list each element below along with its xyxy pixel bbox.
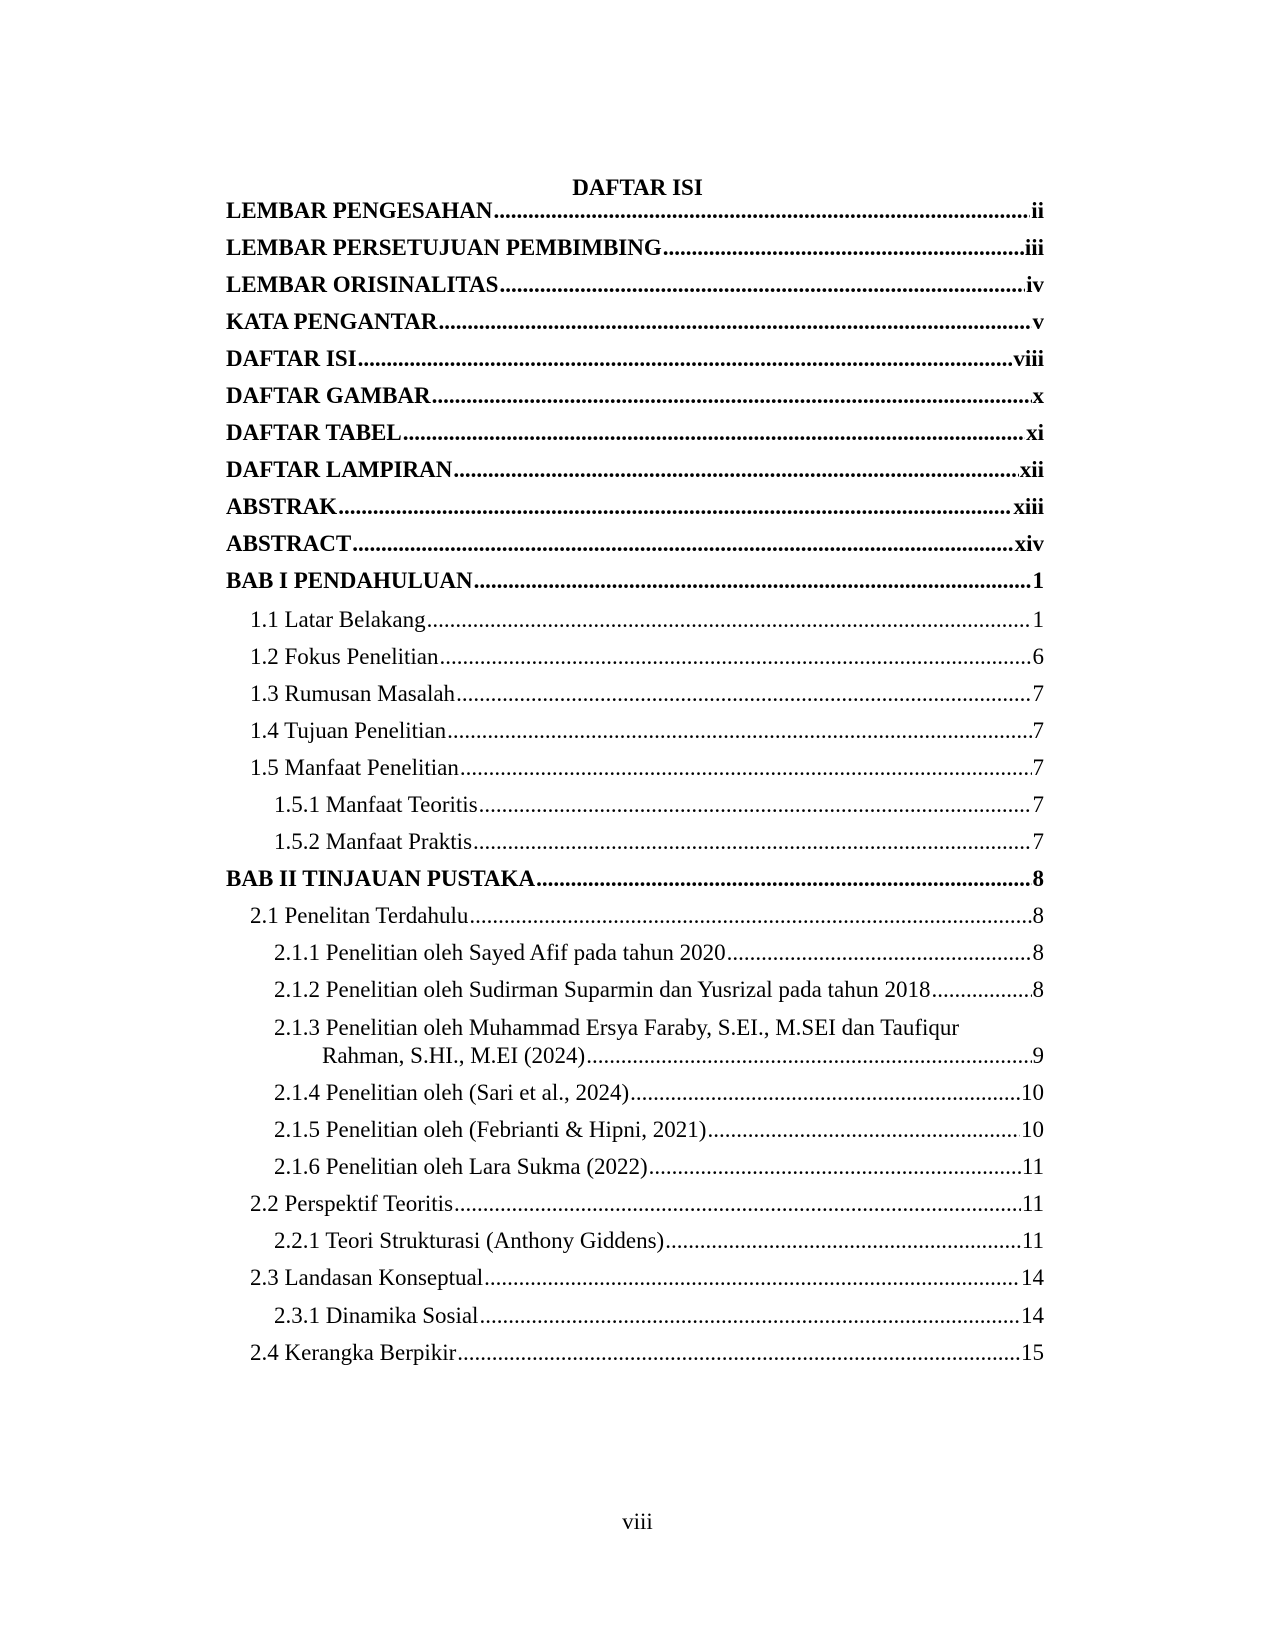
toc-entry-page: 1 xyxy=(1032,568,1044,593)
toc-entry-page: iii xyxy=(1024,235,1044,260)
toc-entry xyxy=(250,642,1044,672)
toc-entry-page: 10 xyxy=(1021,1080,1044,1105)
toc-entry-page: 11 xyxy=(1021,1191,1044,1216)
toc-entry xyxy=(226,529,1044,559)
toc-entry-page: xiv xyxy=(1014,531,1044,556)
toc-entry-page: 6 xyxy=(1032,644,1044,669)
toc-entry-label: KATA PENGANTAR xyxy=(226,309,438,334)
toc-entry xyxy=(226,233,1044,263)
toc-entry xyxy=(250,901,1044,931)
toc-entry xyxy=(274,938,1044,968)
toc-entry xyxy=(226,196,1044,226)
toc-entry-page: xiii xyxy=(1013,494,1044,519)
toc-leader xyxy=(457,1338,1020,1368)
toc-entry-label: 1.4 Tujuan Penelitian xyxy=(250,718,447,743)
toc-entry-page: xii xyxy=(1019,457,1044,482)
toc-entry-label: 2.2.1 Teori Strukturasi (Anthony Giddens) xyxy=(274,1228,665,1253)
toc-entry xyxy=(226,492,1044,522)
toc-entry xyxy=(226,864,1044,894)
toc-entry xyxy=(274,1078,1044,1108)
toc-entry-label: 1.3 Rumusan Masalah xyxy=(250,681,456,706)
toc-leader xyxy=(456,679,1031,709)
toc-entry-page: ii xyxy=(1031,198,1044,223)
toc-entry xyxy=(274,1152,1044,1182)
page-title: DAFTAR ISI xyxy=(572,175,703,200)
toc-leader xyxy=(484,1263,1020,1293)
toc-leader xyxy=(473,827,1031,857)
toc-leader xyxy=(403,418,1025,448)
toc-entry xyxy=(226,344,1044,374)
toc-entry xyxy=(226,566,1044,596)
toc-entry-label: 1.5.1 Manfaat Teoritis xyxy=(274,792,478,817)
toc-entry-page: 7 xyxy=(1032,755,1044,780)
toc-leader xyxy=(338,492,1012,522)
toc-entry-page: 14 xyxy=(1021,1303,1044,1328)
toc-entry xyxy=(322,1041,1044,1071)
toc-entry-page: 9 xyxy=(1032,1043,1044,1068)
toc-entry-label: LEMBAR PENGESAHAN xyxy=(226,198,493,223)
toc-entry xyxy=(226,418,1044,448)
toc-entry-label: 1.2 Fokus Penelitian xyxy=(250,644,439,669)
page-number: viii xyxy=(622,1509,653,1534)
toc-leader xyxy=(931,975,1031,1005)
toc-entry-label: 2.1.2 Penelitian oleh Sudirman Suparmin dan Yusrizal pada tahun 2018 xyxy=(274,977,931,1002)
toc-entry-page: iv xyxy=(1026,272,1044,297)
toc-entry-label: LEMBAR ORISINALITAS xyxy=(226,272,499,297)
toc-leader xyxy=(474,566,1032,596)
toc-entry xyxy=(250,1338,1044,1368)
toc-entry-page: 15 xyxy=(1021,1340,1044,1365)
toc-entry-page: 8 xyxy=(1032,940,1044,965)
toc-entry-label: 2.2 Perspektif Teoritis xyxy=(250,1191,454,1216)
toc-entry-page: 7 xyxy=(1032,681,1044,706)
toc-entry-page: viii xyxy=(1013,346,1044,371)
toc-leader xyxy=(649,1152,1021,1182)
toc-leader xyxy=(727,938,1032,968)
toc-leader xyxy=(630,1078,1020,1108)
toc-entry-label: BAB II TINJAUAN PUSTAKA xyxy=(226,866,536,891)
toc-entry-page: 7 xyxy=(1032,829,1044,854)
toc-leader xyxy=(469,901,1031,931)
toc-entry-label: 2.1 Penelitan Terdahulu xyxy=(250,903,469,928)
toc-entry-page: x xyxy=(1032,383,1044,408)
toc-entry xyxy=(274,1115,1044,1145)
toc-entry-page: 8 xyxy=(1032,903,1044,928)
toc-entry-label: ABSTRAK xyxy=(226,494,338,519)
toc-entry xyxy=(274,790,1044,820)
toc-leader xyxy=(447,716,1031,746)
toc-entry xyxy=(274,1301,1044,1331)
toc-entry xyxy=(226,307,1044,337)
toc-entry-page: 10 xyxy=(1021,1117,1044,1142)
toc-entry-page: 1 xyxy=(1032,607,1044,632)
toc-entry xyxy=(274,1226,1044,1256)
toc-entry-label: 2.3.1 Dinamika Sosial xyxy=(274,1303,479,1328)
toc-entry-label: DAFTAR GAMBAR xyxy=(226,383,431,408)
toc-leader xyxy=(439,642,1031,672)
toc-entry xyxy=(274,975,1044,1005)
toc-leader xyxy=(493,196,1030,226)
toc-entry-page: 7 xyxy=(1032,718,1044,743)
toc-entry-page: 8 xyxy=(1032,977,1044,1002)
toc-entry-label: DAFTAR TABEL xyxy=(226,420,402,445)
toc-entry-label: 2.1.1 Penelitian oleh Sayed Afif pada tahun 2020 xyxy=(274,940,726,965)
toc-entry xyxy=(250,605,1044,635)
toc-leader xyxy=(536,864,1031,894)
toc-leader xyxy=(663,233,1024,263)
toc-entry-label: 2.1.3 Penelitian oleh Muhammad Ersya Faraby, S.EI., M.SEI dan Taufiqur xyxy=(274,1015,960,1040)
toc-entry-label: 2.3 Landasan Konseptual xyxy=(250,1265,484,1290)
toc-leader xyxy=(453,455,1018,485)
toc-entry-label: 2.1.6 Penelitian oleh Lara Sukma (2022) xyxy=(274,1154,648,1179)
toc-entry xyxy=(226,270,1044,300)
toc-entry-label: LEMBAR PERSETUJUAN PEMBIMBING xyxy=(226,235,662,260)
toc-entry xyxy=(250,753,1044,783)
toc-leader xyxy=(460,753,1032,783)
toc-entry-label: 2.1.5 Penelitian oleh (Febrianti & Hipni, 2021) xyxy=(274,1117,707,1142)
toc-entry-label: ABSTRACT xyxy=(226,531,352,556)
toc-entry xyxy=(226,455,1044,485)
toc-entry-label: 2.4 Kerangka Berpikir xyxy=(250,1340,457,1365)
toc-entry xyxy=(250,716,1044,746)
toc-entry-label: DAFTAR ISI xyxy=(226,346,357,371)
toc-entry-first-line xyxy=(274,1013,980,1043)
toc-entry-label: Rahman, S.HI., M.EI (2024) xyxy=(322,1043,586,1068)
toc-leader xyxy=(665,1226,1021,1256)
toc-leader xyxy=(479,790,1032,820)
toc-leader xyxy=(499,270,1025,300)
toc-entry xyxy=(274,827,1044,857)
toc-leader xyxy=(352,529,1013,559)
toc-entry-label: 1.5.2 Manfaat Praktis xyxy=(274,829,473,854)
toc-entry-page: 8 xyxy=(1032,866,1044,891)
toc-entry xyxy=(250,1263,1044,1293)
toc-entry-label: 1.1 Latar Belakang xyxy=(250,607,426,632)
toc-entry-page: xi xyxy=(1026,420,1044,445)
toc-entry-page: 11 xyxy=(1021,1154,1044,1179)
toc-leader xyxy=(707,1115,1020,1145)
toc-leader xyxy=(432,381,1032,411)
toc-entry-page: 14 xyxy=(1021,1265,1044,1290)
toc-entry-label: DAFTAR LAMPIRAN xyxy=(226,457,453,482)
toc-entry xyxy=(226,381,1044,411)
toc-entry-page: 7 xyxy=(1032,792,1044,817)
toc-leader xyxy=(479,1301,1020,1331)
toc-entry xyxy=(250,1189,1044,1219)
toc-leader xyxy=(454,1189,1021,1219)
toc-leader xyxy=(427,605,1032,635)
toc-entry-page: v xyxy=(1032,309,1044,334)
toc-entry-label: 2.1.4 Penelitian oleh (Sari et al., 2024) xyxy=(274,1080,630,1105)
toc-leader xyxy=(586,1041,1031,1071)
toc-leader xyxy=(438,307,1031,337)
toc-entry-label: 1.5 Manfaat Penelitian xyxy=(250,755,459,780)
toc-entry-label: BAB I PENDAHULUAN xyxy=(226,568,473,593)
toc-entry xyxy=(250,679,1044,709)
toc-leader xyxy=(358,344,1013,374)
toc-entry-page: 11 xyxy=(1021,1228,1044,1253)
